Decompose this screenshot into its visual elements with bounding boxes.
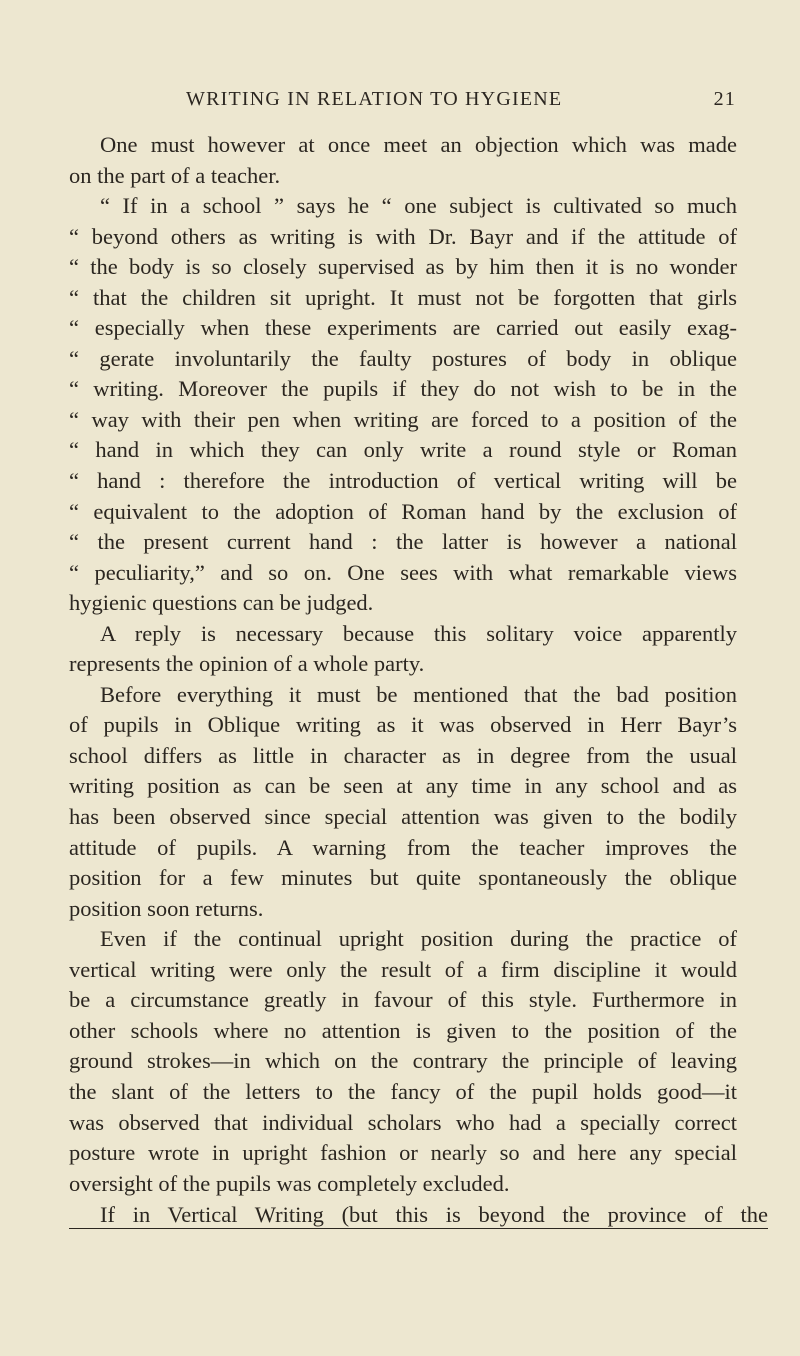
text-line: “ peculiarity,” and so on. One sees with what remarkable views [69,559,737,585]
text-line: of pupils in Oblique writing as it was observed in Herr Bayr’s [69,712,737,738]
text-line: “ the body is so closely supervised as by him then it is no wonder [69,254,737,280]
text-line: has been observed since special attention was given to the bodily [69,804,737,830]
body-text [69,130,768,1229]
text-line: “ writing. Moreover the pupils if they do not wish to be in the [69,376,737,402]
text-line: ground strokes—in which on the contrary the principle of leaving [69,1048,737,1074]
text-line: position soon returns. [69,895,264,921]
text-line: the slant of the letters to the fancy of the pupil holds good—it [69,1078,737,1104]
running-head-title: WRITING IN RELATION TO HYGIENE [186,88,563,110]
text-line: A reply is necessary because this solitary voice apparently [100,620,737,646]
text-line: “ hand : therefore the introduction of vertical writing will be [69,468,737,494]
text-line: posture wrote in upright fashion or nearly so and here any special [69,1140,737,1166]
running-head [186,88,736,120]
text-line: “ that the children sit upright. It must not be forgotten that girls [69,284,737,310]
text-line: vertical writing were only the result of a firm discipline it would [69,956,737,982]
text-line: school differs as little in character as in degree from the usual [69,742,737,768]
text-line: position for a few minutes but quite spontaneously the oblique [69,865,737,891]
text-line: attitude of pupils. A warning from the teacher improves the [69,834,737,860]
text-line: One must however at once meet an objection which was made [100,132,737,157]
text-line: “ especially when these experiments are carried out easily exag- [69,315,737,341]
text-line: oversight of the pupils was completely excluded. [69,1170,510,1196]
text-line: “ hand in which they can only write a round style or Roman [69,437,737,463]
text-line: other schools where no attention is given to the position of the [69,1017,737,1043]
text-line: “ way with their pen when writing are forced to a position of the [69,406,737,432]
text-line: be a circumstance greatly in favour of this style. Furthermore in [69,987,737,1013]
text-line: was observed that individual scholars who had a specially correct [69,1109,737,1135]
text-line: “ equivalent to the adoption of Roman hand by the exclusion of [69,498,737,524]
text-line: on the part of a teacher. [69,162,281,188]
text-line: Even if the continual upright position during the practice of [100,926,737,952]
page-number: 21 [713,88,736,110]
text-line: “ gerate involuntarily the faulty postures of body in oblique [69,345,737,371]
text-line: writing position as can be seen at any time in any school and as [69,773,737,799]
text-line: hygienic questions can be judged. [69,590,374,616]
text-line: “ beyond others as writing is with Dr. Bayr and if the attitude of [69,223,737,249]
text-line: “ If in a school ” says he “ one subject is cultivated so much [100,193,737,219]
text-line-underlined: If in Vertical Writing (but this is beyond the province of the [69,1201,768,1229]
text-line: Before everything it must be mentioned that the bad position [100,681,737,707]
text-line: represents the opinion of a whole party. [69,651,425,677]
text-line: “ the present current hand : the latter is however a national [69,529,737,555]
